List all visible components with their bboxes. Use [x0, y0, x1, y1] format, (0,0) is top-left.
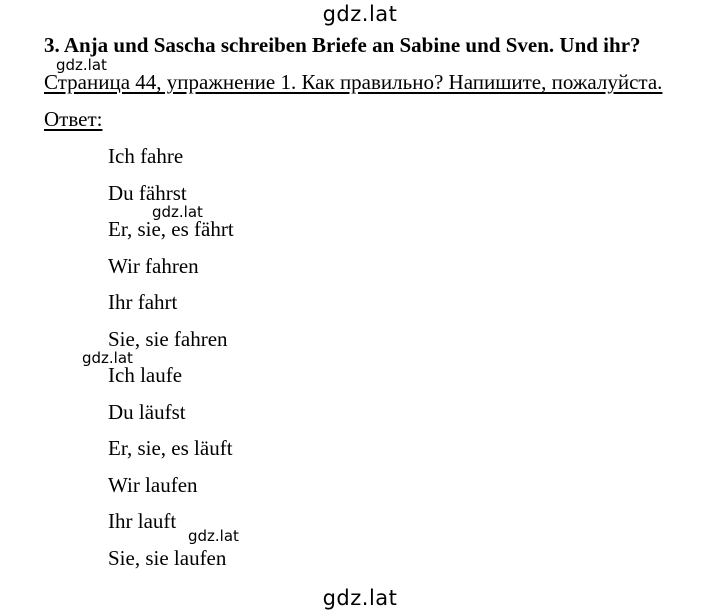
answer-line: Ich laufe [108, 363, 183, 387]
answer-line: Er, sie, es läuft [108, 436, 233, 460]
watermark-inline-3: gdz.lat [82, 349, 133, 367]
answer-line: Ihr fahrt [108, 290, 178, 314]
watermark-bottom: gdz.lat [322, 586, 398, 610]
answer-line: Du läufst [108, 399, 186, 424]
answer-line: Er, sie, es fährt [108, 217, 234, 241]
answer-line: Sie, sie fahren [108, 326, 228, 351]
watermark-inline-4: gdz.lat [188, 527, 239, 545]
answer-line: Wir fahren [108, 253, 199, 278]
answer-line: Sie, sie laufen [108, 545, 227, 570]
answer-line: Du fährst [108, 180, 187, 205]
watermark-inline-1: gdz.lat [56, 56, 107, 74]
watermark-top: gdz.lat [322, 2, 398, 26]
answer-line: Ich fahre [108, 144, 184, 168]
answer-label: Ответ: [44, 107, 103, 131]
answer-line: Wir laufen [108, 472, 198, 497]
exercise-subtitle: Страница 44, упражнение 1. Как правильно? Напишите, пожалуйста. [44, 70, 663, 94]
exercise-heading: 3. Anja und Sascha schreiben Briefe an Sabine und Sven. Und ihr? [44, 33, 641, 57]
watermark-inline-2: gdz.lat [152, 203, 203, 221]
answer-line: Ihr lauft [108, 509, 177, 533]
